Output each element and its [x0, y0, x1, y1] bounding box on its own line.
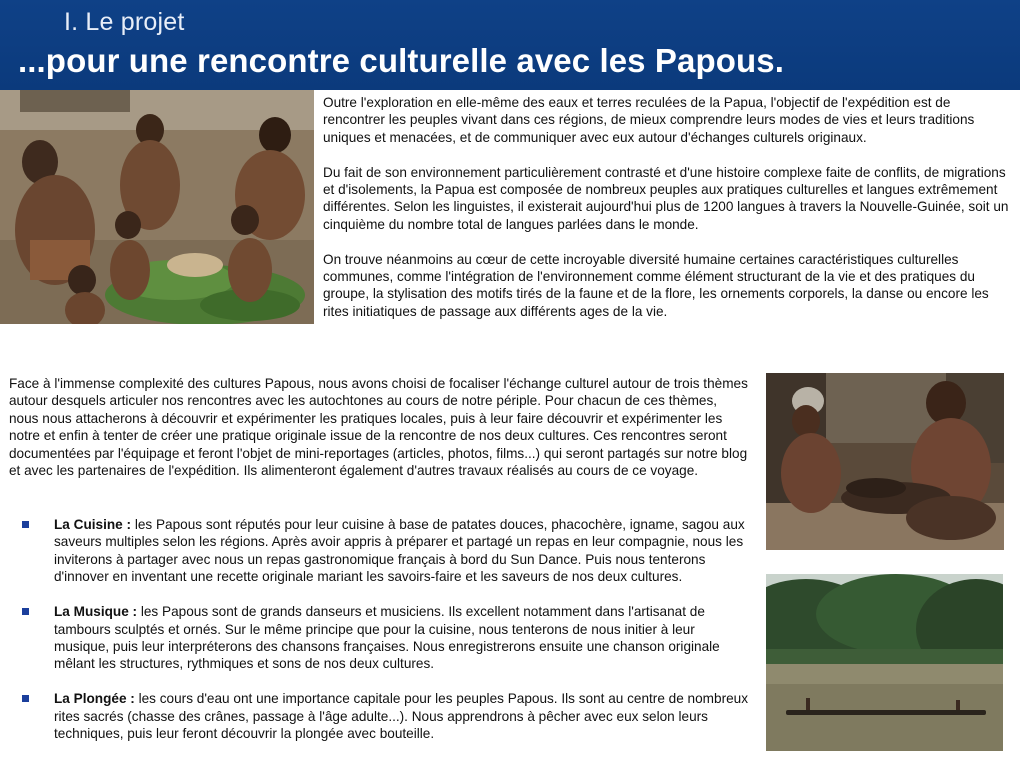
- intro-text: [323, 94, 1015, 338]
- theme-name: La Cuisine :: [54, 517, 132, 532]
- page-title: ...pour une rencontre culturelle avec les Papous.: [18, 42, 784, 79]
- theme-name: La Plongée :: [54, 691, 135, 707]
- square-bullet-icon: [22, 695, 29, 702]
- theme-musique: [22, 603, 752, 673]
- focus-paragraph: Face à l'immense complexité des cultures Papous, nous avons choisi de focaliser l'échange culturel autour de trois thèmes autour desquels articuler nos rencontres avec les autochtones au cours de notre périple. Pour chacun de ces thèmes, nous nous attacherons à découvrir et expérimenter les pratiques locales, puis à leur faire découvrir et expérimenter les notre et enfin à tenter de créer une pratique originale issue de la rencontre de nos deux cultures. Ces rencontres seront documentées par l'équipage et feront l'objet de mini-reportages (articles, photos, films...) qui seront partagés sur notre blog et avec les partenaires de l'expédition. Ils alimenteront également d'autres travaux réalisés au cours de ce voyage.: [9, 376, 748, 479]
- square-bullet-icon: [22, 521, 29, 528]
- theme-text: les Papous sont de grands danseurs et musiciens. Ils excellent notamment dans l'artisanat de tambours sculptés et ornés. Sur le même principe que pour la cuisine, nous tenterons de nous initier à leur musique, puis leur interpréterons des chansons françaises. Nous enregistrerons ensuite une chanson originale mêlant les structures, rythmiques et sons de nos deux cultures.: [54, 604, 720, 672]
- header-banner: [0, 0, 1020, 90]
- river-canoe-photo: [766, 574, 1003, 751]
- intro-paragraph: Du fait de son environnement particulièrement contrasté et d'une histoire complexe faite de conflits, de migrations et d'isolements, la Papua est composée de nombreux peuples aux pratiques culturelles et langues extrêmement différentes. Selon les linguistes, il existerait aujourd'hui plus de 1200 langues à travers la Nouvelle-Guinée, soit un cinquième du nombre total de langues parlées dans le monde.: [323, 164, 1009, 232]
- theme-name: La Musique :: [54, 604, 138, 620]
- papuan-family-photo: [0, 90, 314, 324]
- section-subtitle: I. Le projet: [64, 8, 185, 36]
- drum-makers-photo: [766, 373, 1004, 550]
- intro-paragraph: Outre l'exploration en elle-même des eaux et terres reculées de la Papua, l'objectif de l'expédition est de rencontrer les peuples vivant dans ces régions, de mieux comprendre leurs modes de vies et leurs traditions uniques et menacées, et de communiquer avec eux autour d'échanges culturels originaux.: [323, 95, 975, 145]
- theme-text: les Papous sont réputés pour leur cuisine à base de patates douces, phacochère, igname, sagou aux saveurs multiples selon les régions. Après avoir appris à préparer et partagé un repas en leur compagnie, nous les inviterons à partager avec nous un repas gastronomique français à bord du Sun Dance. Puis nous tenterons d'innover en inventant une recette originale mariant les savoirs-faire et les saveurs de nos deux cultures.: [54, 517, 745, 585]
- theme-cuisine: [22, 516, 752, 586]
- theme-text: les cours d'eau ont une importance capitale pour les peuples Papous. Ils sont au centre de nombreux rites sacrés (chasse des crânes, passage à l'âge adulte...). Nous apprendrons à pêcher avec eux selon leurs techniques, puis leur feront découvrir la plongée avec bouteille.: [54, 691, 749, 742]
- intro-paragraph: On trouve néanmoins au cœur de cette incroyable diversité humaine certaines caractéristiques culturelles communes, comme l'intégration de l'environnement comme élément structurant de la vie et des pratiques du groupe, la stylisation des motifs tirés de la faune et de la flore, les ornements corporels, la danse ou encore les rites initiatiques de passage aux différents ages de la vie.: [323, 251, 989, 319]
- square-bullet-icon: [22, 608, 29, 615]
- theme-plongee: [22, 690, 752, 742]
- themes-list: [22, 516, 752, 760]
